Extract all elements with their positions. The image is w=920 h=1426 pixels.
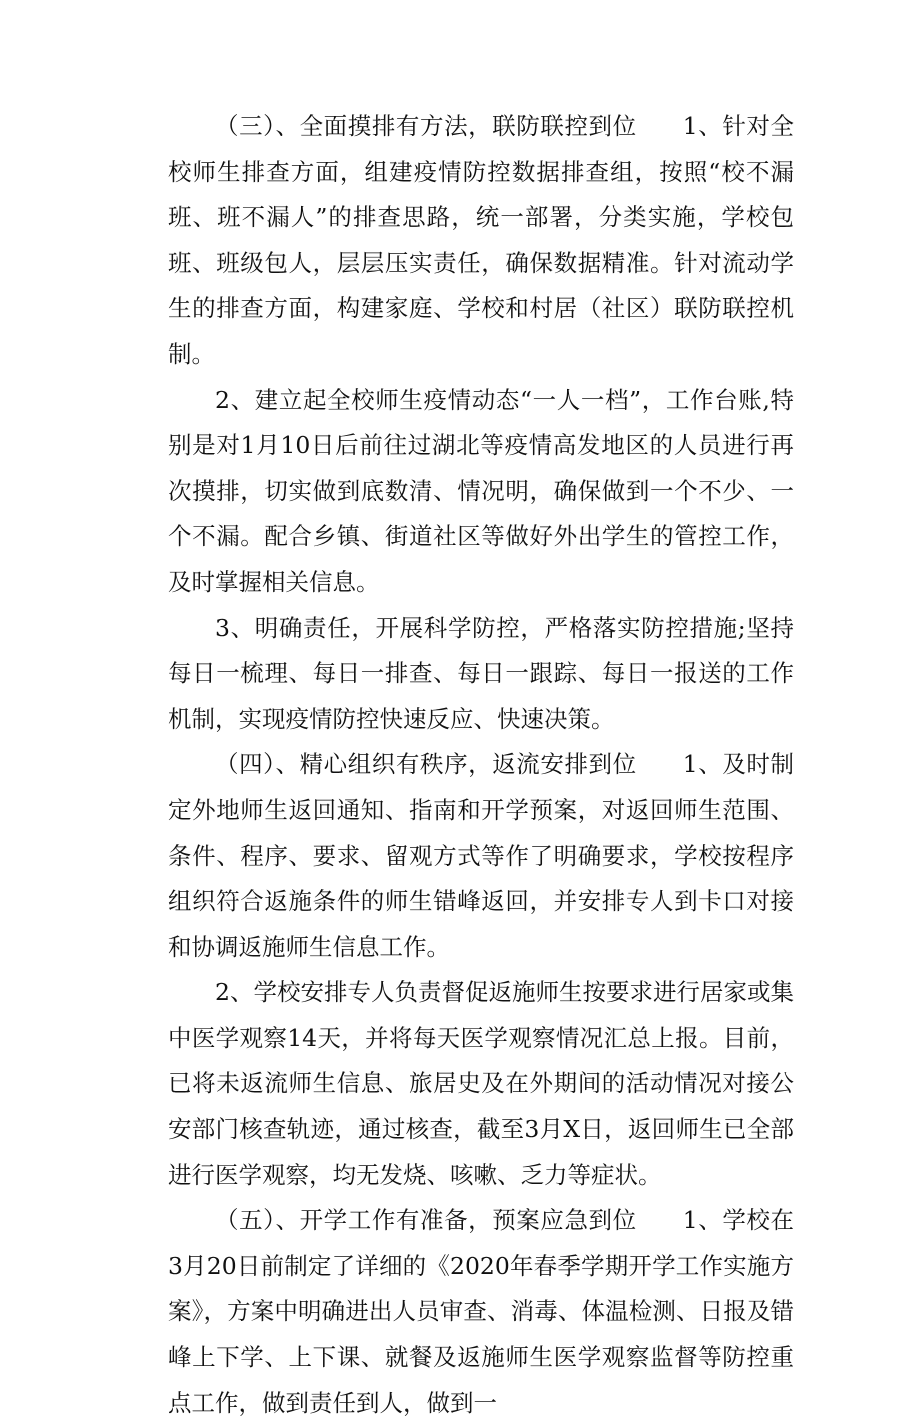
paragraph-text: 2、建立起全校师生疫情动态“一人一档”，工作台账,特别是对1月10日后前往过湖北等疫情高发地区的人员进行再次摸排，切实做到底数清、情况明，确保做到一个不少、一个不漏。配合乡镇、街道社区等做好外出学生的管控工作，及时掌握相关信息。 (168, 385, 794, 596)
section-heading: （四）、精心组织有秩序，返流安排到位 (215, 750, 637, 779)
paragraph-text: 3、明确责任，开展科学防控，严格落实防控措施;坚持每日一梳理、每日一排查、每日一跟踪、每日一报送的工作机制，实现疫情防控快速反应、快速决策。 (168, 613, 794, 733)
section-heading: （五）、开学工作有准备，预案应急到位 (215, 1206, 637, 1235)
paragraph-item (168, 606, 794, 743)
paragraph-section-4 (168, 742, 794, 970)
paragraph-text: 1、及时制定外地师生返回通知、指南和开学预案，对返回师生范围、条件、程序、要求、留观方式等作了明确要求，学校按程序组织符合返施条件的师生错峰返回，并安排专人到卡口对接和协调返施师生信息工作。 (168, 750, 795, 961)
document-body (168, 104, 794, 1426)
paragraph-text: 2、学校安排专人负责督促返施师生按要求进行居家或集中医学观察14天，并将每天医学观察情况汇总上报。目前，已将未返流师生信息、旅居史及在外期间的活动情况对接公安部门核查轨迹，通过核查，截至3月X日，返回师生已全部进行医学观察，均无发烧、咳嗽、乏力等症状。 (168, 978, 794, 1189)
paragraph-section-3 (168, 104, 794, 378)
paragraph-item (168, 970, 794, 1198)
paragraph-text: 1、针对全校师生排查方面，组建疫情防控数据排查组，按照“校不漏班、班不漏人”的排查思路，统一部署，分类实施，学校包班、班级包人，层层压实责任，确保数据精准。针对流动学生的排查方面，构建家庭、学校和村居（社区）联防联控机制。 (168, 112, 795, 368)
section-heading: （三）、全面摸排有方法，联防联控到位 (215, 112, 637, 140)
paragraph-text: 1、学校在3月20日前制定了详细的《2020年春季学期开学工作实施方案》，方案中明确进出人员审查、消毒、体温检测、日报及错峰上下学、上下课、就餐及返施师生医学观察监督等防控重点工作，做到责任到人，做到一 (168, 1206, 795, 1417)
paragraph-item (168, 378, 794, 606)
paragraph-section-5 (168, 1198, 794, 1426)
